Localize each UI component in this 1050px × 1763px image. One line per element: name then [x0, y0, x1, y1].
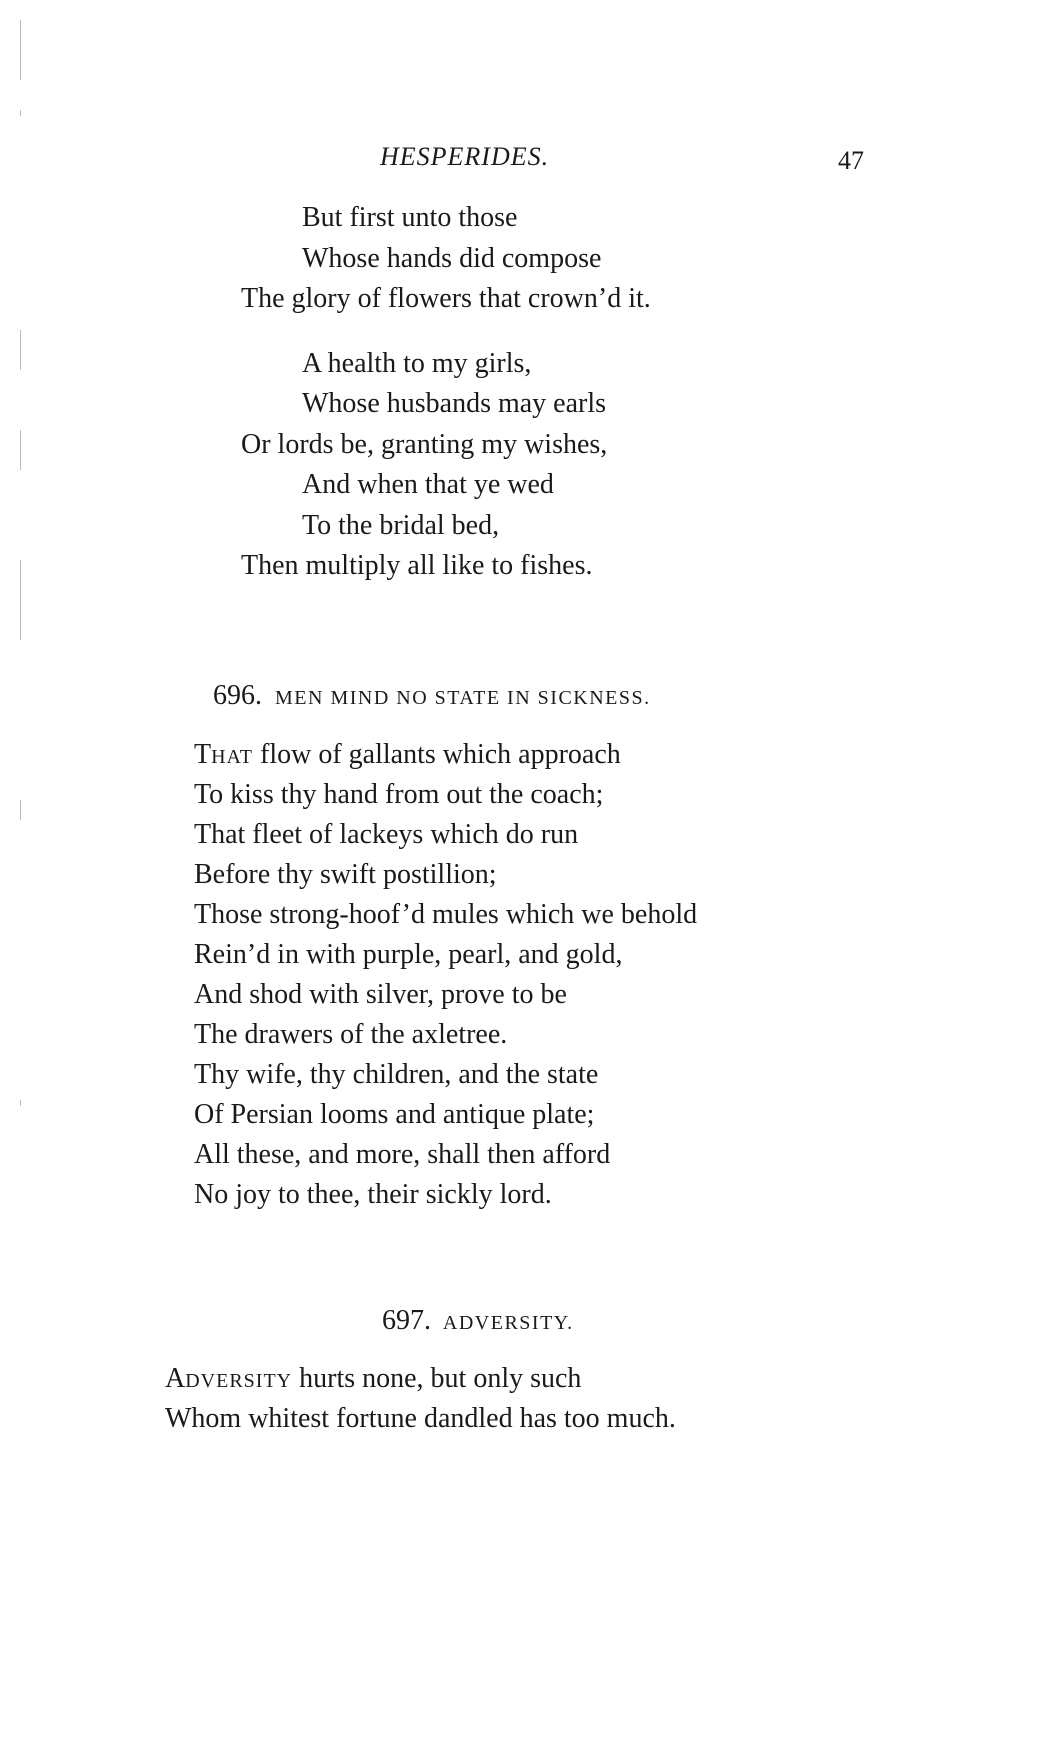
verse-line: Thy wife, thy children, and the state	[194, 1059, 599, 1090]
poem-number: 697.	[382, 1305, 431, 1336]
verse-line: That fleet of lackeys which do run	[194, 819, 579, 850]
verse-line: Whose hands did compose	[302, 243, 602, 274]
verse-line: Whose husbands may earls	[302, 388, 607, 419]
verse-line: The glory of flowers that crown’d it.	[241, 283, 651, 314]
verse-line: Then multiply all like to fishes.	[241, 550, 593, 581]
verse-line: Rein’d in with purple, pearl, and gold,	[194, 939, 623, 970]
verse-line: ADVERSITY hurts none, but only such	[165, 1363, 582, 1394]
small-caps-word: DVERSITY	[185, 1370, 293, 1392]
verse-line: To kiss thy hand from out the coach;	[194, 779, 604, 810]
page-number: 47	[838, 146, 864, 175]
verse-line: THAT flow of gallants which approach	[194, 739, 621, 770]
verse-line: The drawers of the axletree.	[194, 1019, 508, 1050]
verse-line: Or lords be, granting my wishes,	[241, 429, 608, 460]
verse-line: Of Persian looms and antique plate;	[194, 1099, 595, 1130]
drop-cap: A	[165, 1363, 186, 1394]
verse-line: Those strong-hoof’d mules which we behold	[194, 899, 698, 930]
running-head: HESPERIDES.	[380, 142, 550, 171]
small-caps-word: HAT	[211, 746, 253, 768]
poem-title: MEN MIND NO STATE IN SICKNESS.	[275, 687, 651, 709]
drop-cap: T	[194, 739, 212, 770]
scan-specks	[18, 0, 24, 1763]
verse-line: And when that ye wed	[302, 469, 554, 500]
poem-heading-697	[382, 1305, 574, 1337]
verse-line: To the bridal bed,	[302, 510, 500, 541]
verse-line: A health to my girls,	[302, 348, 532, 379]
poem-number: 696.	[213, 680, 262, 711]
verse-line: Whom whitest fortune dandled has too much.	[165, 1403, 676, 1434]
poem-title: ADVERSITY.	[442, 1312, 574, 1334]
verse-line: No joy to thee, their sickly lord.	[194, 1179, 552, 1210]
verse-line: And shod with silver, prove to be	[194, 979, 567, 1010]
verse-line: Before thy swift postillion;	[194, 859, 497, 890]
verse-line: All these, and more, shall then afford	[194, 1139, 611, 1170]
poem-heading-696	[213, 680, 651, 712]
verse-line: But first unto those	[302, 202, 518, 233]
